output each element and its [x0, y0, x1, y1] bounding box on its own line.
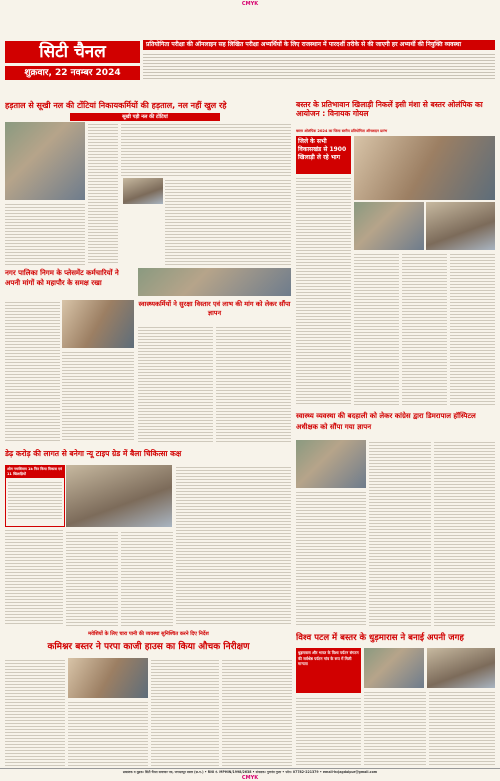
cmyk-marker-bottom: CMYK [241, 775, 259, 781]
sweepers-col-4 [5, 202, 85, 265]
world-box-text: धुड़मारास और भारत के विश्व पर्यटन संगठन की सर्वश्रेष्ठ पर्यटन गांव के रूप में मिली मान्यता [298, 650, 359, 666]
sweepers-subhead-bg [70, 113, 220, 121]
sweepers-headline-wrap [5, 100, 292, 112]
cmyk-marker-top: CMYK [241, 1, 259, 7]
olympic-photo-3 [426, 202, 495, 250]
olympic-col-4 [450, 252, 495, 406]
tiger-headline-wrap [5, 448, 292, 460]
olympic-col-3 [402, 252, 447, 406]
world-photo [364, 648, 424, 688]
inset-box-body [8, 480, 62, 520]
health-headline: स्वास्थ्यकर्मियों ने सुरक्षा विस्तार एवं लाभ की मांग को लेकर सौंपा ज्ञापन [138, 300, 291, 317]
olympic-col-1 [296, 176, 351, 406]
world-col-1 [296, 696, 361, 766]
commissioner-headline: कमिश्नर बस्तर ने परपा काजी हाउस का किया औचक निरीक्षण [47, 642, 250, 652]
commissioner-photo [68, 658, 148, 698]
sweepers-subhead: सूखी पड़ी नल की टोंटियां [122, 114, 168, 120]
olympic-photo [354, 136, 495, 200]
world-photo-2 [427, 648, 495, 688]
hospital-col-2 [369, 440, 431, 626]
world-headline: विश्व पटल में बस्तर के धुड़मारास ने बनाई अपनी जगह [296, 633, 464, 643]
masthead-title: सिटी चैनल [39, 42, 106, 62]
hospital-photo [296, 440, 366, 488]
tiger-photo [66, 465, 172, 527]
tiger-col-3 [121, 530, 173, 626]
hospital-headline: स्वास्थ्य व्यवस्था की बदहाली को लेकर कांग्रेस द्वारा डिमरापाल हॉस्पिटल अधीक्षक को सौंपा गया ज्ञापन [296, 412, 476, 431]
council-photo [62, 300, 134, 348]
council-headline: नगर पालिका निगम के प्लेसमेंट कर्मचारियों ने अपनी मांगों को महापौर के समक्ष रखा [5, 269, 119, 287]
footer-text: प्रकाशक व मुद्रक: सिटी चैनल समाचार पत्र, जगदलपुर बस्तर (छ.ग.) • RNI नं. MPHIN/1998/2638 • संपादक: गुणवंत गुप्ता • फोन: 07782-221379 • email-hcjagdalpur@gmail.com [122, 770, 378, 774]
tiger-headline: डेढ़ करोड़ की लागत से बनेगा न्यू टाइप ग्रेड में बैला चिकित्सा कक्ष [5, 449, 182, 458]
world-col-2 [364, 690, 426, 766]
council-col-2 [62, 350, 134, 442]
hospital-col-1 [296, 490, 366, 626]
inset-box-title: ओम नमःशिवाय 1k फिर किया विकास एवं 11 खिलाड़ियों [6, 466, 64, 478]
sweepers-photo-2 [123, 178, 163, 204]
council-headline-wrap [5, 268, 135, 290]
world-col-3 [429, 690, 495, 766]
world-info-box [296, 648, 361, 693]
sweepers-headline: हड़ताल से सूखी नल की टोंटियां निकायकर्मियों की हड़ताल, नल नहीं खुल रहे [5, 101, 227, 110]
olympic-box-text: जिले के सभी विकासखंड से 1900 खिलाड़ी ले रहे भाग [298, 138, 347, 161]
tiger-col-4 [176, 465, 291, 626]
commissioner-kicker: मवेशियों के लिए चारा पानी की व्यवस्था सुनिश्चित करने दिए निर्देश [88, 631, 209, 637]
sweepers-col-1 [88, 122, 118, 265]
lead-banner [143, 40, 495, 50]
olympic-kicker-wrap [296, 128, 496, 135]
council-col-1 [5, 300, 60, 442]
olympic-headline-wrap [296, 100, 496, 126]
commissioner-col-1 [5, 658, 65, 766]
health-col-2 [216, 325, 291, 442]
commissioner-col-4 [222, 658, 292, 766]
health-photo [138, 268, 291, 296]
olympic-kicker: बस्तर ओलंपिक 2024 का जिला स्तरीय प्रतियोगिता ऑनलाइन प्रारंभ [296, 129, 388, 133]
olympic-headline: बस्तर के प्रतिभावान खिलाड़ी निकलें इसी मंशा से बस्तर ओलंपिक का आयोजन : विनायक गोयल [296, 100, 483, 118]
commissioner-kicker-wrap [5, 630, 292, 638]
health-headline-wrap [138, 300, 291, 322]
health-col-1 [138, 325, 213, 442]
commissioner-col-2 [68, 700, 148, 766]
hospital-col-3 [434, 440, 495, 626]
commissioner-col-3 [151, 658, 219, 766]
olympic-photo-2 [354, 202, 424, 250]
masthead-title-bg [5, 41, 140, 63]
sweepers-photo [5, 122, 85, 200]
lead-banner-text [143, 52, 495, 80]
olympic-col-2 [354, 252, 399, 406]
commissioner-headline-wrap [5, 640, 292, 654]
olympic-info-box [296, 136, 351, 174]
tiger-col-1 [5, 528, 63, 626]
sweepers-col-3 [165, 178, 291, 265]
hospital-headline-wrap [296, 411, 496, 435]
date-banner [5, 66, 140, 80]
date-line: शुक्रवार, 22 नवम्बर 2024 [24, 68, 121, 78]
tiger-col-2 [66, 530, 118, 626]
sweepers-col-2 [121, 122, 291, 177]
inset-box [5, 465, 65, 527]
lead-banner-headline: प्रतियोगिता परीक्षा की ऑनलाइन सह लिखित परीक्षा अभ्यर्थियों के लिए राजस्थान में पारदर्शी तरीके से की जाएगी हर अभ्यर्थी की नियुक्ति व्यवस्था [146, 41, 462, 48]
world-headline-wrap [296, 630, 496, 646]
